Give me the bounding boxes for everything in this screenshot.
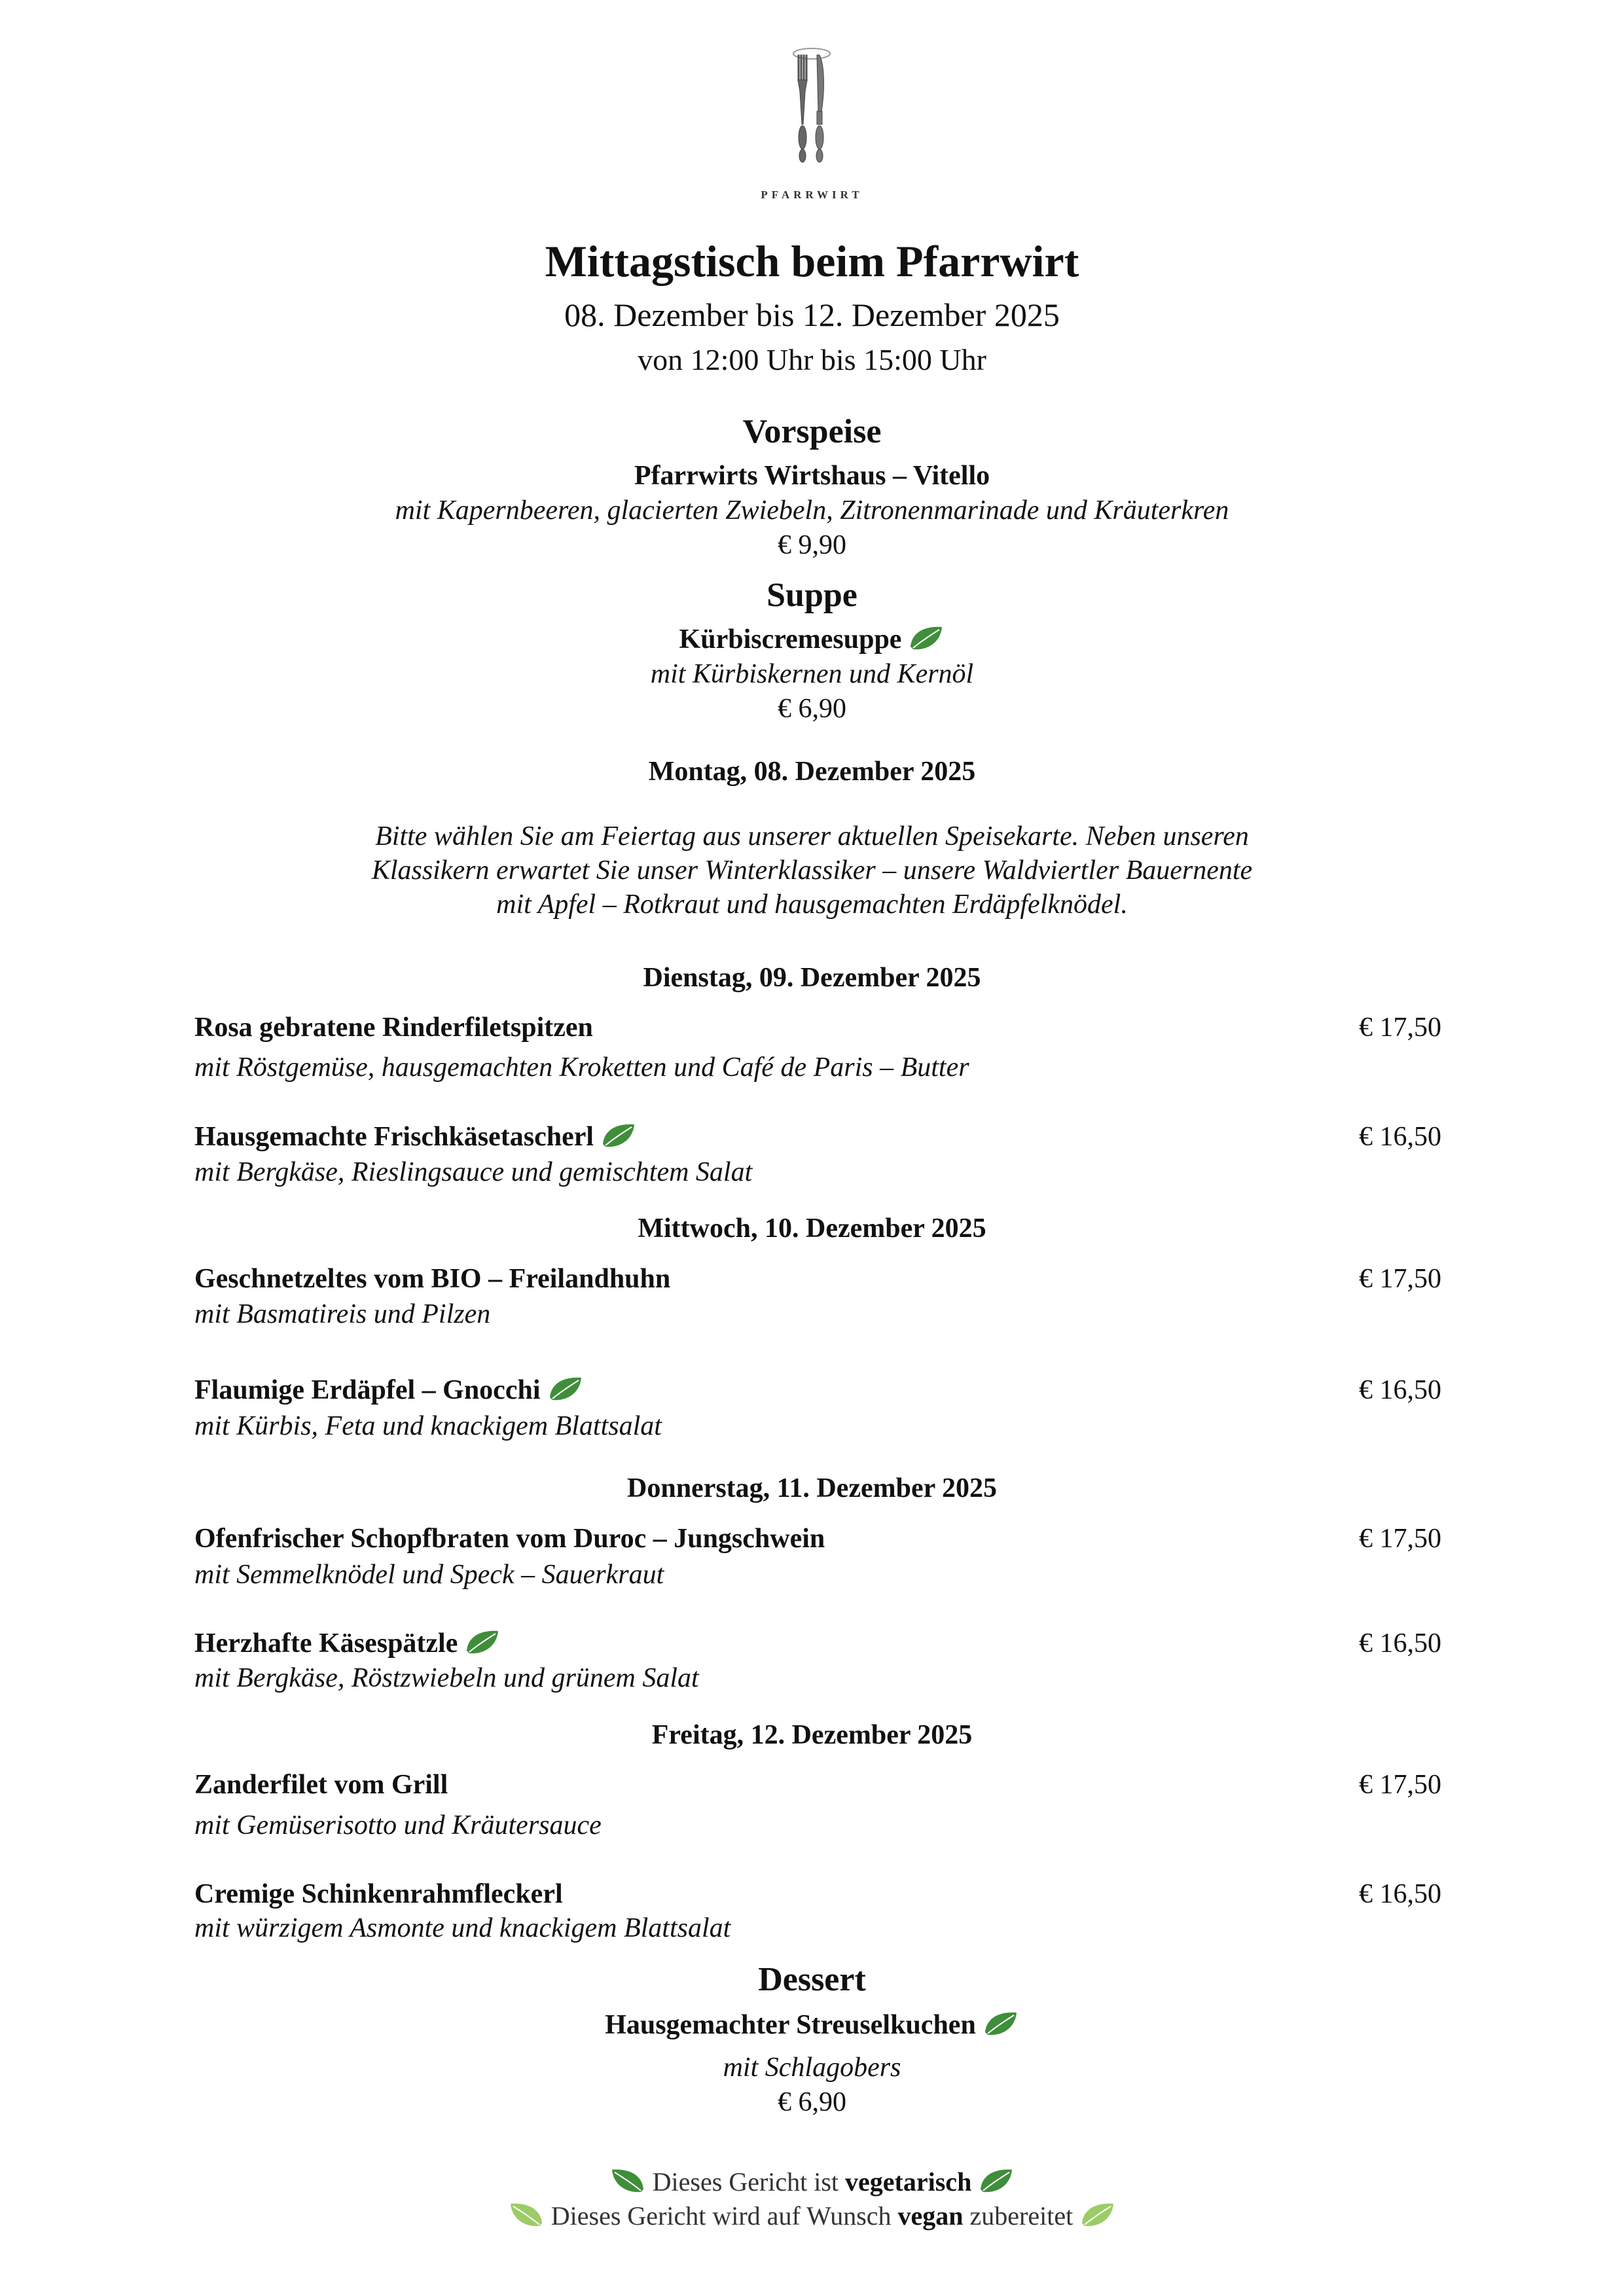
menu-row [194, 1012, 1441, 1049]
day-heading-tuesday: Dienstag, 09. Dezember 2025 [643, 963, 981, 993]
dish-price: € 16,50 [1359, 1375, 1441, 1405]
menu-row [194, 1263, 1441, 1300]
legend-vegan-word: vegan [897, 2201, 964, 2231]
dish-description: mit Kürbis, Feta und knackigem Blattsalat [194, 1411, 662, 1441]
starter-description: mit Kapernbeeren, glacierten Zwiebeln, Zitronenmarinade und Kräuterkren [395, 495, 1229, 526]
dish-name: Ofenfrischer Schopfbraten vom Duroc – Jungschwein [194, 1524, 825, 1554]
dish-title [194, 1628, 501, 1659]
vegan-leaf-icon [1079, 2201, 1116, 2229]
dish-name: Zanderfilet vom Grill [194, 1770, 448, 1800]
dish-description: mit würzigem Asmonte und knackigem Blattsalat [194, 1913, 731, 1943]
brand-name: PFARRWIRT [761, 188, 863, 201]
monday-note-line-2: Klassikern erwartet Sie unser Winterklassiker – unsere Waldviertler Bauernente [371, 855, 1253, 886]
date-range: 08. Dezember bis 12. Dezember 2025 [564, 296, 1060, 333]
day-heading-monday: Montag, 08. Dezember 2025 [648, 757, 976, 787]
dish-name: Herzhafte Käsespätzle [194, 1628, 458, 1659]
dish-description: mit Röstgemüse, hausgemachten Kroketten und Café de Paris – Butter [194, 1052, 969, 1083]
monday-note-line-3: mit Apfel – Rotkraut und hausgemachten Erdäpfelknödel. [496, 889, 1128, 920]
dish-description: mit Bergkäse, Röstzwiebeln und grünem Salat [194, 1663, 699, 1693]
legend-vegan [0, 2200, 1624, 2231]
dish-price: € 16,50 [1359, 1879, 1441, 1909]
dish-description: mit Bergkäse, Rieslingsauce und gemischtem Salat [194, 1157, 753, 1187]
dish-price: € 17,50 [1359, 1524, 1441, 1554]
vegetarian-leaf-icon [547, 1375, 584, 1403]
dish-price: € 16,50 [1359, 1628, 1441, 1659]
page-title: Mittagstisch beim Pfarrwirt [545, 236, 1079, 286]
vegan-leaf-icon [508, 2201, 545, 2229]
soup-price: € 6,90 [778, 694, 846, 724]
dish-price: € 17,50 [1359, 1264, 1441, 1294]
dessert-name: Hausgemachter Streuselkuchen [605, 2010, 976, 2040]
opening-hours: von 12:00 Uhr bis 15:00 Uhr [638, 343, 986, 376]
vegetarian-leaf-icon [908, 624, 945, 652]
dish-description: mit Gemüserisotto und Kräutersauce [194, 1810, 602, 1840]
day-heading-wednesday: Mittwoch, 10. Dezember 2025 [638, 1213, 986, 1244]
dish-price: € 16,50 [1359, 1122, 1441, 1152]
legend-vegan-suffix: zubereitet [969, 2201, 1074, 2231]
vegetarian-leaf-icon [983, 2010, 1019, 2037]
soup-description: mit Kürbiskernen und Kernöl [650, 659, 974, 689]
day-heading-friday: Freitag, 12. Dezember 2025 [651, 1720, 973, 1750]
vegetarian-leaf-icon [464, 1628, 501, 1656]
menu-row [194, 1523, 1441, 1560]
dish-description: mit Basmatireis und Pilzen [194, 1299, 491, 1329]
dish-description: mit Semmelknödel und Speck – Sauerkraut [194, 1560, 664, 1590]
dessert-description: mit Schlagobers [723, 2053, 901, 2083]
menu-row [194, 1878, 1441, 1915]
menu-row [194, 1628, 1441, 1664]
dish-name: Flaumige Erdäpfel – Gnocchi [194, 1375, 541, 1405]
legend-vegan-text: Dieses Gericht wird auf Wunsch [550, 2201, 892, 2231]
dish-title [194, 1374, 584, 1406]
menu-row [194, 1769, 1441, 1806]
dish-price: € 17,50 [1359, 1770, 1441, 1800]
dish-title [194, 1121, 637, 1153]
dessert-heading: Dessert [758, 1961, 866, 1998]
dish-name: Geschnetzeltes vom BIO – Freilandhuhn [194, 1264, 671, 1294]
soup-heading: Suppe [767, 577, 857, 614]
fork-knife-icon [779, 39, 845, 170]
dish-name: Cremige Schinkenrahmfleckerl [194, 1879, 563, 1909]
soup-title [0, 624, 1624, 655]
day-heading-thursday: Donnerstag, 11. Dezember 2025 [627, 1473, 997, 1503]
menu-row [194, 1374, 1441, 1411]
vegetarian-leaf-icon [600, 1122, 637, 1149]
legend-veg-word: vegetarisch [845, 2167, 972, 2197]
dessert-title [0, 2009, 1624, 2041]
dish-price: € 17,50 [1359, 1013, 1441, 1043]
menu-row [194, 1121, 1441, 1158]
vegetarian-leaf-icon [609, 2167, 646, 2195]
vegetarian-leaf-icon [978, 2167, 1015, 2195]
starter-name: Pfarrwirts Wirtshaus – Vitello [634, 461, 990, 491]
dessert-price: € 6,90 [778, 2087, 846, 2117]
soup-name: Kürbiscremesuppe [679, 624, 902, 655]
legend-veg-text: Dieses Gericht ist [652, 2167, 839, 2197]
monday-note-line-1: Bitte wählen Sie am Feiertag aus unserer aktuellen Speisekarte. Neben unseren [375, 821, 1249, 852]
starter-heading: Vorspeise [742, 413, 882, 450]
legend-vegetarian [0, 2166, 1624, 2197]
starter-price: € 9,90 [778, 530, 846, 560]
dish-name: Rosa gebratene Rinderfiletspitzen [194, 1013, 593, 1043]
dish-name: Hausgemachte Frischkäsetascherl [194, 1122, 594, 1152]
